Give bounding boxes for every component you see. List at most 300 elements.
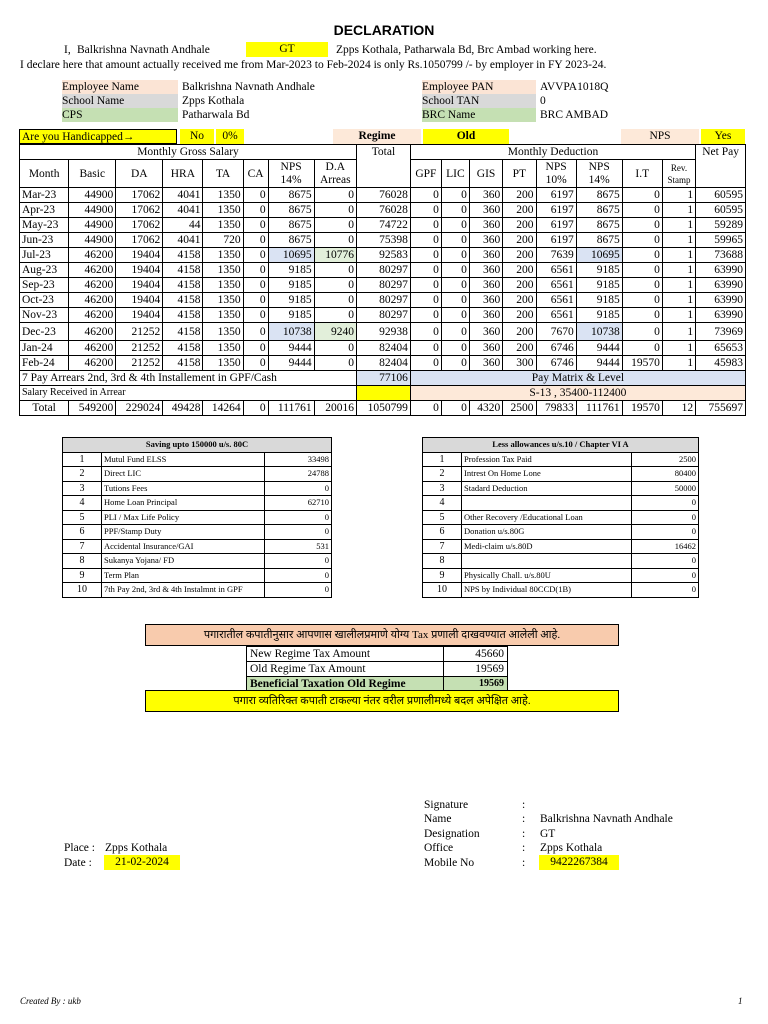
salary-row bbox=[20, 248, 746, 263]
salary-cell: 46200 bbox=[69, 308, 116, 323]
intro-name: Balkrishna Navnath Andhale bbox=[77, 44, 210, 56]
salary-cell: 0 bbox=[410, 356, 441, 371]
salary-cell: 6561 bbox=[536, 308, 576, 323]
salary-cell: 0 bbox=[314, 263, 356, 278]
col-pt: PT bbox=[503, 160, 536, 188]
school-name: Zpps Kothala bbox=[182, 95, 245, 107]
salary-cell: 0 bbox=[441, 308, 469, 323]
saving-value[interactable]: 531 bbox=[265, 539, 332, 554]
allowance-label bbox=[462, 554, 632, 569]
salary-cell: 46200 bbox=[69, 356, 116, 371]
salary-cell: 10776 bbox=[314, 248, 356, 263]
salary-cell: 21252 bbox=[116, 356, 163, 371]
col-net-pay: Net Pay bbox=[696, 145, 746, 188]
salary-cell: 19404 bbox=[116, 263, 163, 278]
salary-cell: 4158 bbox=[163, 356, 203, 371]
salary-cell: 360 bbox=[469, 188, 502, 203]
salary-cell: 76028 bbox=[357, 203, 411, 218]
salary-cell: 1 bbox=[662, 188, 695, 203]
total-cell: 0 bbox=[441, 401, 469, 416]
salary-cell: 360 bbox=[469, 263, 502, 278]
allowance-number: 2 bbox=[423, 467, 462, 482]
total-label: Total bbox=[20, 401, 69, 416]
salary-cell: 63990 bbox=[696, 278, 746, 293]
salary-cell: 8675 bbox=[576, 233, 622, 248]
allowance-number: 7 bbox=[423, 539, 462, 554]
salary-cell: 0 bbox=[314, 218, 356, 233]
salary-cell: 0 bbox=[243, 218, 268, 233]
saving-value[interactable]: 0 bbox=[265, 525, 332, 540]
salary-cell: 200 bbox=[503, 341, 536, 356]
salary-cell: 200 bbox=[503, 233, 536, 248]
salary-cell: 1 bbox=[662, 263, 695, 278]
salary-cell: 63990 bbox=[696, 308, 746, 323]
month-cell: Apr-23 bbox=[20, 203, 69, 218]
allowance-value[interactable]: 80400 bbox=[632, 467, 699, 482]
salary-cell: 1350 bbox=[203, 263, 243, 278]
salary-cell: 0 bbox=[622, 233, 662, 248]
signatory-office: Zpps Kothala bbox=[540, 842, 603, 854]
allowance-label: Profession Tax Paid bbox=[462, 452, 632, 467]
salary-cell: 720 bbox=[203, 233, 243, 248]
total-cell: 2500 bbox=[503, 401, 536, 416]
allowance-number: 9 bbox=[423, 568, 462, 583]
allowance-row bbox=[423, 583, 699, 598]
salary-cell: 0 bbox=[410, 233, 441, 248]
old-regime-label: Old Regime Tax Amount bbox=[247, 662, 444, 677]
allowance-value[interactable]: 0 bbox=[632, 568, 699, 583]
salary-cell: 360 bbox=[469, 218, 502, 233]
allowance-value[interactable]: 0 bbox=[632, 496, 699, 511]
tax-note-bottom: पगारा व्यतिरिक्त कपाती टाकल्या नंतर वरील प्रणालीमध्ये बदल अपेक्षित आहे. bbox=[145, 690, 619, 712]
salary-cell: 0 bbox=[441, 341, 469, 356]
salary-row bbox=[20, 278, 746, 293]
salary-cell: 75398 bbox=[357, 233, 411, 248]
col-gis: GIS bbox=[469, 160, 502, 188]
salary-cell: 44900 bbox=[69, 203, 116, 218]
salary-cell: 0 bbox=[410, 188, 441, 203]
salary-cell: 0 bbox=[243, 233, 268, 248]
salary-cell: 1 bbox=[662, 356, 695, 371]
salary-cell: 1 bbox=[662, 293, 695, 308]
salary-cell: 6197 bbox=[536, 218, 576, 233]
salary-cell: 0 bbox=[314, 188, 356, 203]
salary-cell: 0 bbox=[243, 293, 268, 308]
salary-cell: 0 bbox=[441, 263, 469, 278]
salary-cell: 46200 bbox=[69, 263, 116, 278]
col-lic: LIC bbox=[441, 160, 469, 188]
salary-cell: 360 bbox=[469, 293, 502, 308]
date-value: 21-02-2024 bbox=[104, 855, 180, 870]
total-cell: 4320 bbox=[469, 401, 502, 416]
saving-value[interactable]: 24788 bbox=[265, 467, 332, 482]
saving-row bbox=[63, 481, 332, 496]
salary-cell: 8675 bbox=[576, 203, 622, 218]
saving-label: Mutul Fund ELSS bbox=[102, 452, 265, 467]
salary-cell: 1 bbox=[662, 341, 695, 356]
saving-value[interactable]: 62710 bbox=[265, 496, 332, 511]
allowance-value[interactable]: 0 bbox=[632, 525, 699, 540]
salary-cell: 17062 bbox=[116, 218, 163, 233]
salary-cell: 0 bbox=[441, 323, 469, 341]
created-by: Created By : ukb bbox=[20, 996, 81, 1006]
salary-cell: 4158 bbox=[163, 293, 203, 308]
salary-cell: 60595 bbox=[696, 188, 746, 203]
salary-cell: 1350 bbox=[203, 248, 243, 263]
cps-label: CPS bbox=[62, 108, 178, 122]
salary-cell: 0 bbox=[243, 248, 268, 263]
salary-cell: 300 bbox=[503, 356, 536, 371]
saving-80c-table bbox=[62, 437, 332, 598]
salary-cell: 9444 bbox=[576, 356, 622, 371]
month-cell: Mar-23 bbox=[20, 188, 69, 203]
allowance-value[interactable]: 2500 bbox=[632, 452, 699, 467]
month-cell: Nov-23 bbox=[20, 308, 69, 323]
saving-header: Saving upto 150000 u/s. 80C bbox=[63, 438, 332, 453]
handicapped-label: Are you Handicapped→ bbox=[19, 129, 177, 144]
month-cell: Jan-24 bbox=[20, 341, 69, 356]
salary-cell: 6746 bbox=[536, 356, 576, 371]
salary-row bbox=[20, 356, 746, 371]
salary-cell: 44900 bbox=[69, 218, 116, 233]
deduction-header: Monthly Deduction bbox=[410, 145, 695, 160]
salary-cell: 0 bbox=[441, 233, 469, 248]
salary-row bbox=[20, 188, 746, 203]
arrears-label: 7 Pay Arrears 2nd, 3rd & 4th Installement in GPF/Cash bbox=[20, 371, 357, 386]
salary-row bbox=[20, 308, 746, 323]
salary-cell: 0 bbox=[410, 308, 441, 323]
salary-cell: 21252 bbox=[116, 323, 163, 341]
salary-cell: 0 bbox=[410, 278, 441, 293]
saving-number: 4 bbox=[63, 496, 102, 511]
pan-label: Employee PAN bbox=[422, 80, 536, 94]
salary-cell: 19570 bbox=[622, 356, 662, 371]
salary-cell: 9185 bbox=[576, 263, 622, 278]
arrears-value: 77106 bbox=[357, 371, 411, 386]
salary-cell: 9240 bbox=[314, 323, 356, 341]
total-cell: 79833 bbox=[536, 401, 576, 416]
saving-row bbox=[63, 583, 332, 598]
saving-number: 2 bbox=[63, 467, 102, 482]
salary-cell: 44900 bbox=[69, 188, 116, 203]
month-cell: Feb-24 bbox=[20, 356, 69, 371]
salary-cell: 360 bbox=[469, 278, 502, 293]
allowance-label bbox=[462, 496, 632, 511]
allowances-header: Less allowances u/s.10 / Chapter VI A bbox=[423, 438, 699, 453]
school-name-label: School Name bbox=[62, 94, 178, 108]
salary-cell: 360 bbox=[469, 341, 502, 356]
salary-cell: 4158 bbox=[163, 341, 203, 356]
brc-label: BRC Name bbox=[422, 108, 536, 122]
salary-cell: 0 bbox=[410, 203, 441, 218]
colon: : bbox=[522, 799, 526, 811]
salary-cell: 0 bbox=[622, 323, 662, 341]
salary-cell: 8675 bbox=[268, 188, 314, 203]
col-basic: Basic bbox=[69, 160, 116, 188]
salary-cell: 60595 bbox=[696, 203, 746, 218]
salary-cell: 4158 bbox=[163, 248, 203, 263]
total-cell: 1050799 bbox=[357, 401, 411, 416]
salary-cell: 200 bbox=[503, 203, 536, 218]
saving-value[interactable]: 33498 bbox=[265, 452, 332, 467]
allowance-value[interactable]: 0 bbox=[632, 583, 699, 598]
salary-cell: 8675 bbox=[576, 188, 622, 203]
salary-cell: 17062 bbox=[116, 188, 163, 203]
saving-label: Sukanya Yojana/ FD bbox=[102, 554, 265, 569]
saving-label: Tutions Fees bbox=[102, 481, 265, 496]
tax-note-top: पगारातील कपातीनुसार आपणास खालीलप्रमाणे योग्य Tax प्रणाली दाखवण्यात आलेली आहे. bbox=[145, 624, 619, 646]
saving-value[interactable]: 0 bbox=[265, 554, 332, 569]
allowance-row bbox=[423, 539, 699, 554]
salary-cell: 10695 bbox=[576, 248, 622, 263]
saving-value[interactable]: 0 bbox=[265, 583, 332, 598]
regime-value[interactable]: Old bbox=[423, 129, 509, 144]
designation-label: Designation bbox=[424, 828, 480, 840]
salary-arrear-label: Salary Received in Arrear bbox=[20, 386, 357, 401]
saving-value[interactable]: 0 bbox=[265, 481, 332, 496]
salary-cell: 4041 bbox=[163, 203, 203, 218]
total-row bbox=[20, 401, 746, 416]
salary-cell: 65653 bbox=[696, 341, 746, 356]
salary-arrear-value[interactable] bbox=[357, 386, 411, 401]
salary-cell: 4158 bbox=[163, 323, 203, 341]
salary-cell: 80297 bbox=[357, 278, 411, 293]
salary-cell: 200 bbox=[503, 248, 536, 263]
salary-cell: 76028 bbox=[357, 188, 411, 203]
col-ca: CA bbox=[243, 160, 268, 188]
salary-cell: 4158 bbox=[163, 308, 203, 323]
saving-row bbox=[63, 539, 332, 554]
salary-cell: 360 bbox=[469, 323, 502, 341]
salary-cell: 1350 bbox=[203, 341, 243, 356]
allowance-label: Physically Chall. u/s.80U bbox=[462, 568, 632, 583]
salary-cell: 19404 bbox=[116, 293, 163, 308]
regime-label: Regime bbox=[333, 129, 421, 144]
salary-cell: 59289 bbox=[696, 218, 746, 233]
nps-value[interactable]: Yes bbox=[701, 129, 745, 144]
allowance-row bbox=[423, 510, 699, 525]
total-cell: 20016 bbox=[314, 401, 356, 416]
salary-cell: 0 bbox=[441, 356, 469, 371]
intro-rest: Zpps Kothala, Patharwala Bd, Brc Ambad working here. bbox=[336, 44, 597, 56]
salary-cell: 63990 bbox=[696, 293, 746, 308]
salary-cell: 200 bbox=[503, 218, 536, 233]
salary-cell: 92938 bbox=[357, 323, 411, 341]
signatory-name: Balkrishna Navnath Andhale bbox=[540, 813, 673, 825]
new-regime-label: New Regime Tax Amount bbox=[247, 647, 444, 662]
salary-cell: 1 bbox=[662, 323, 695, 341]
allowance-number: 1 bbox=[423, 452, 462, 467]
salary-cell: 19404 bbox=[116, 248, 163, 263]
salary-cell: 0 bbox=[441, 293, 469, 308]
allowance-number: 10 bbox=[423, 583, 462, 598]
saving-label: Term Plan bbox=[102, 568, 265, 583]
salary-cell: 0 bbox=[622, 188, 662, 203]
saving-number: 6 bbox=[63, 525, 102, 540]
allowance-number: 4 bbox=[423, 496, 462, 511]
allowance-row bbox=[423, 554, 699, 569]
saving-label: PPF/Stamp Duty bbox=[102, 525, 265, 540]
intro-declaration: I declare here that amount actually received me from Mar-2023 to Feb-2024 is only Rs.1050799 /- by employer in FY 2023-24. bbox=[20, 59, 607, 71]
total-cell: 0 bbox=[410, 401, 441, 416]
cps-value: Patharwala Bd bbox=[182, 109, 250, 121]
salary-cell: 9185 bbox=[576, 308, 622, 323]
allowance-label: Other Recovery /Educational Loan bbox=[462, 510, 632, 525]
salary-cell: 360 bbox=[469, 248, 502, 263]
salary-cell: 44 bbox=[163, 218, 203, 233]
gross-salary-header: Monthly Gross Salary bbox=[20, 145, 357, 160]
col-nps-14: NPS 14% bbox=[268, 160, 314, 188]
salary-cell: 8675 bbox=[268, 203, 314, 218]
salary-cell: 0 bbox=[410, 293, 441, 308]
allowance-value[interactable]: 16462 bbox=[632, 539, 699, 554]
salary-cell: 1350 bbox=[203, 278, 243, 293]
salary-cell: 9185 bbox=[268, 293, 314, 308]
nps-label: NPS bbox=[621, 129, 699, 144]
mobile-label: Mobile No bbox=[424, 857, 475, 869]
salary-cell: 9444 bbox=[268, 341, 314, 356]
employee-name: Balkrishna Navnath Andhale bbox=[182, 81, 315, 93]
saving-value[interactable]: 0 bbox=[265, 568, 332, 583]
handicapped-value[interactable]: No bbox=[180, 129, 214, 144]
salary-cell: 9185 bbox=[268, 263, 314, 278]
saving-number: 8 bbox=[63, 554, 102, 569]
salary-cell: 0 bbox=[243, 308, 268, 323]
salary-cell: 200 bbox=[503, 293, 536, 308]
office-label: Office bbox=[424, 842, 454, 854]
salary-cell: 0 bbox=[622, 341, 662, 356]
allowance-row bbox=[423, 568, 699, 583]
tan-label: School TAN bbox=[422, 94, 536, 108]
salary-row bbox=[20, 203, 746, 218]
beneficial-label: Beneficial Taxation Old Regime bbox=[247, 677, 444, 692]
allowance-label: Donation u/s.80G bbox=[462, 525, 632, 540]
salary-cell: 8675 bbox=[268, 233, 314, 248]
salary-cell: 92583 bbox=[357, 248, 411, 263]
saving-label: PLI / Max Life Policy bbox=[102, 510, 265, 525]
name-label: Name bbox=[424, 813, 452, 825]
saving-row bbox=[63, 525, 332, 540]
page-number: 1 bbox=[738, 996, 743, 1006]
allowances-table bbox=[422, 437, 699, 598]
salary-cell: 10738 bbox=[268, 323, 314, 341]
allowance-value[interactable]: 50000 bbox=[632, 481, 699, 496]
salary-cell: 0 bbox=[314, 356, 356, 371]
salary-cell: 46200 bbox=[69, 278, 116, 293]
salary-cell: 9444 bbox=[576, 341, 622, 356]
col-ta: TA bbox=[203, 160, 243, 188]
allowance-value[interactable]: 0 bbox=[632, 554, 699, 569]
salary-cell: 73688 bbox=[696, 248, 746, 263]
total-cell: 0 bbox=[243, 401, 268, 416]
salary-cell: 17062 bbox=[116, 233, 163, 248]
old-regime-value: 19569 bbox=[444, 662, 508, 677]
intro-designation: GT bbox=[246, 42, 328, 57]
salary-cell: 200 bbox=[503, 278, 536, 293]
salary-cell: 44900 bbox=[69, 233, 116, 248]
saving-label: Home Loan Principal bbox=[102, 496, 265, 511]
salary-cell: 7670 bbox=[536, 323, 576, 341]
month-cell: Jul-23 bbox=[20, 248, 69, 263]
handicapped-percent[interactable]: 0% bbox=[216, 129, 244, 144]
allowance-number: 6 bbox=[423, 525, 462, 540]
beneficial-value: 19569 bbox=[444, 677, 508, 692]
salary-cell: 0 bbox=[243, 341, 268, 356]
month-cell: Dec-23 bbox=[20, 323, 69, 341]
salary-cell: 17062 bbox=[116, 203, 163, 218]
saving-row bbox=[63, 568, 332, 583]
salary-cell: 9185 bbox=[268, 278, 314, 293]
salary-cell: 1350 bbox=[203, 308, 243, 323]
total-cell: 49428 bbox=[163, 401, 203, 416]
saving-row bbox=[63, 467, 332, 482]
month-cell: Sep-23 bbox=[20, 278, 69, 293]
place-label: Place : bbox=[64, 842, 95, 854]
salary-row bbox=[20, 341, 746, 356]
date-label: Date : bbox=[64, 857, 92, 869]
total-cell: 111761 bbox=[576, 401, 622, 416]
month-cell: Jun-23 bbox=[20, 233, 69, 248]
salary-cell: 0 bbox=[622, 293, 662, 308]
salary-cell: 0 bbox=[441, 188, 469, 203]
salary-cell: 360 bbox=[469, 203, 502, 218]
salary-row bbox=[20, 293, 746, 308]
salary-cell: 200 bbox=[503, 263, 536, 278]
allowance-row bbox=[423, 481, 699, 496]
salary-cell: 0 bbox=[243, 203, 268, 218]
month-cell: Aug-23 bbox=[20, 263, 69, 278]
col-gpf: GPF bbox=[410, 160, 441, 188]
salary-cell: 0 bbox=[441, 248, 469, 263]
salary-cell: 0 bbox=[243, 263, 268, 278]
pay-matrix-label: Pay Matrix & Level bbox=[410, 371, 745, 386]
salary-cell: 63990 bbox=[696, 263, 746, 278]
total-cell: 12 bbox=[662, 401, 695, 416]
salary-cell: 1350 bbox=[203, 293, 243, 308]
salary-cell: 0 bbox=[622, 308, 662, 323]
colon: : bbox=[522, 828, 526, 840]
allowance-label: Intrest On Home Lone bbox=[462, 467, 632, 482]
salary-cell: 1350 bbox=[203, 188, 243, 203]
saving-value[interactable]: 0 bbox=[265, 510, 332, 525]
salary-cell: 0 bbox=[243, 278, 268, 293]
allowance-number: 5 bbox=[423, 510, 462, 525]
salary-cell: 0 bbox=[314, 308, 356, 323]
salary-table bbox=[19, 144, 746, 416]
salary-cell: 10738 bbox=[576, 323, 622, 341]
salary-cell: 6746 bbox=[536, 341, 576, 356]
salary-cell: 6561 bbox=[536, 293, 576, 308]
salary-cell: 0 bbox=[410, 323, 441, 341]
signature-label: Signature bbox=[424, 799, 469, 811]
salary-cell: 80297 bbox=[357, 293, 411, 308]
salary-cell: 1350 bbox=[203, 218, 243, 233]
salary-cell: 1 bbox=[662, 248, 695, 263]
saving-label: Direct LIC bbox=[102, 467, 265, 482]
salary-cell: 46200 bbox=[69, 293, 116, 308]
tax-table bbox=[246, 646, 508, 692]
total-cell: 14264 bbox=[203, 401, 243, 416]
salary-cell: 0 bbox=[314, 233, 356, 248]
salary-cell: 4158 bbox=[163, 263, 203, 278]
total-cell: 755697 bbox=[696, 401, 746, 416]
col-hra: HRA bbox=[163, 160, 203, 188]
colon: : bbox=[522, 842, 526, 854]
allowance-value[interactable]: 0 bbox=[632, 510, 699, 525]
salary-cell: 0 bbox=[243, 188, 268, 203]
saving-number: 3 bbox=[63, 481, 102, 496]
salary-cell: 1 bbox=[662, 233, 695, 248]
